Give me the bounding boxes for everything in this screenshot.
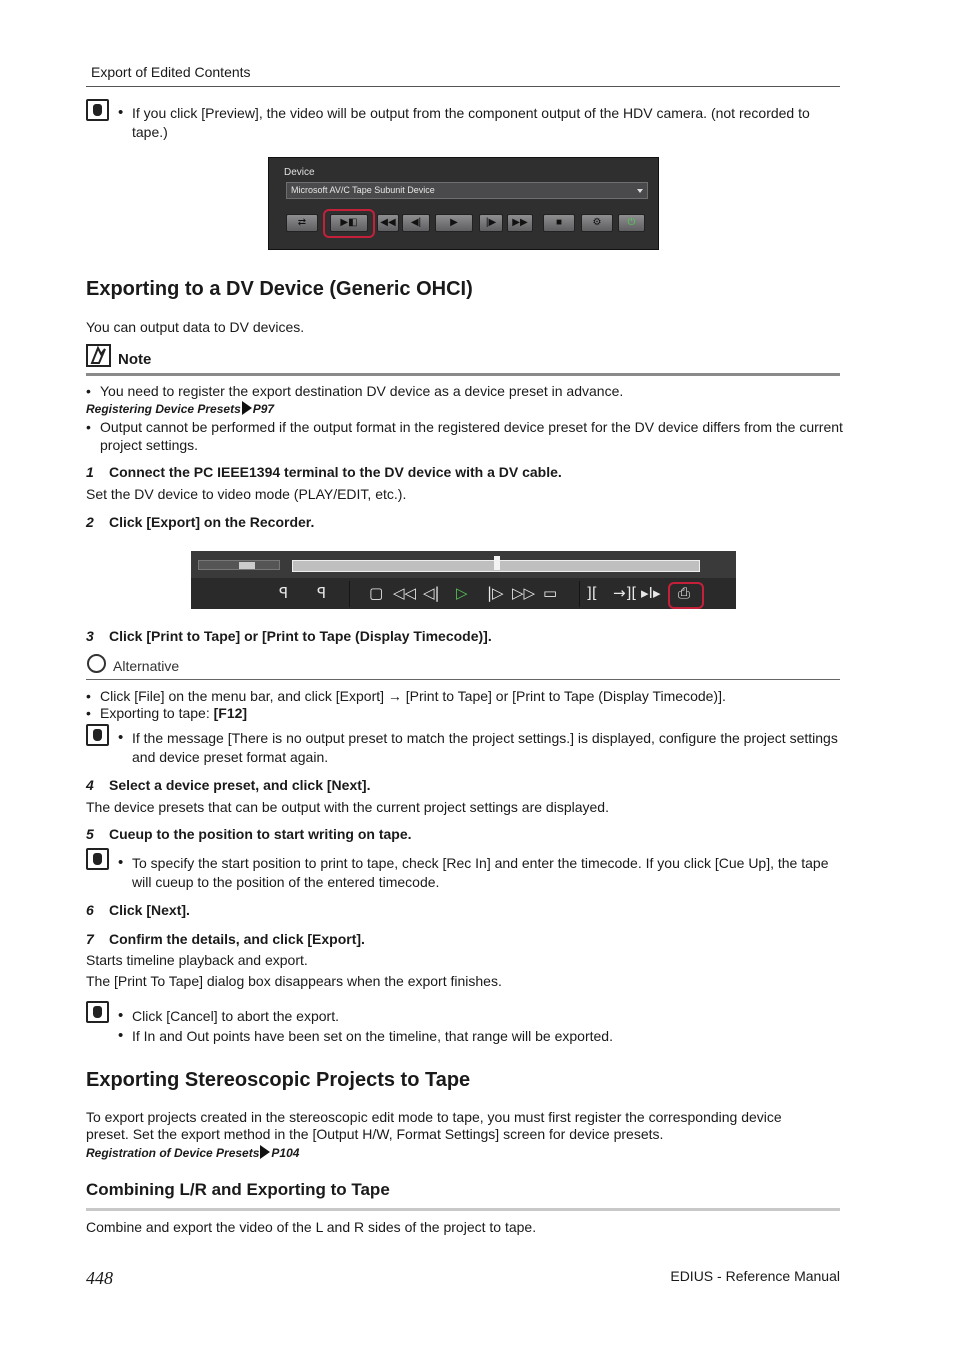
step-1: 1 Connect the PC IEEE1394 terminal to the DV device with a DV cable.	[86, 464, 562, 480]
section-title: Exporting to a DV Device (Generic OHCI)	[86, 278, 473, 300]
slider-knob[interactable]	[239, 562, 255, 569]
export-highlight	[668, 582, 704, 609]
extract-icon[interactable]: ▸I▸	[641, 584, 661, 602]
stop-button[interactable]: ■	[543, 214, 575, 232]
recorder-toolbar	[191, 551, 736, 609]
note-bullet: • Output cannot be performed if the output format in the registered device preset for the DV device differs from the current project settings.	[86, 418, 846, 454]
tip-start-position: • To specify the start position to print to tape, check [Rec In] and enter the timecode. If you click [Cue Up], the tape will cueup to the position of the entered timecode.	[118, 854, 840, 892]
note-icon	[86, 344, 111, 367]
arrow-right-icon	[260, 1145, 270, 1159]
power-button[interactable]: ⏻	[618, 214, 645, 232]
step-6: 6 Click [Next].	[86, 902, 190, 918]
set-out-icon[interactable]: ꟼ	[317, 584, 327, 602]
overwrite-icon[interactable]: →][	[613, 584, 638, 602]
step-detail: Set the DV device to video mode (PLAY/EDIT, etc.).	[86, 486, 407, 502]
tip-preview: • If you click [Preview], the video will be output from the component output of the HDV camera. (not recorded to tape.)	[118, 104, 840, 142]
shortcut-key: [F12]	[213, 705, 248, 721]
stop-icon[interactable]: ▢	[369, 584, 384, 602]
rewind-button[interactable]: ◀◀	[377, 214, 399, 232]
play-icon[interactable]: ▷	[456, 584, 468, 602]
step-detail: Starts timeline playback and export.	[86, 952, 308, 968]
chevron-down-icon	[637, 189, 643, 193]
manual-title: EDIUS - Reference Manual	[670, 1268, 840, 1284]
recorder-timeline-area	[191, 551, 736, 578]
step-forward-button[interactable]: |▶	[479, 214, 503, 232]
ref-text: Registering Device Presets	[86, 402, 241, 416]
rewind-icon[interactable]: ◁◁	[393, 584, 417, 602]
insert-icon[interactable]: ][	[586, 584, 598, 602]
hand-icon	[86, 724, 109, 746]
section-body: To export projects created in the stereoscopic edit mode to tape, you must first register the corresponding device preset. Set the export method in the [Output H/W, Format Settings] screen for device presets.	[86, 1109, 782, 1142]
subsection-body: Combine and export the video of the L and R sides of the project to tape.	[86, 1219, 537, 1235]
gear-icon	[87, 654, 106, 673]
step-forward-icon[interactable]: |▷	[487, 584, 504, 602]
alternative-label: Alternative	[113, 658, 180, 674]
step-7: 7 Confirm the details, and click [Export].	[86, 931, 365, 947]
note-label: Note	[118, 351, 152, 368]
device-select-value: Microsoft AV/C Tape Subunit Device	[291, 185, 435, 195]
loop-icon[interactable]: ▭	[543, 584, 558, 602]
ref-text: Registration of Device Presets	[86, 1146, 260, 1160]
header-rule	[86, 86, 840, 87]
shuttle-slider[interactable]	[198, 560, 280, 570]
note-pencil-icon	[88, 346, 109, 365]
alt-bullet: • Click [File] on the menu bar, and click [Export] → [Print to Tape] or [Print to Tape (Display Timecode)].	[86, 687, 846, 705]
device-label: Device	[284, 167, 315, 178]
tip-cancel: • Click [Cancel] to abort the export.	[118, 1007, 840, 1026]
playhead[interactable]	[494, 556, 500, 570]
hand-icon	[86, 1001, 109, 1023]
page-number: 448	[86, 1268, 113, 1288]
alt-bullet: • Exporting to tape: [F12]	[86, 704, 846, 722]
preview-highlight	[323, 209, 375, 238]
tip-in-out: • If In and Out points have been set on the timeline, that range will be exported.	[118, 1027, 840, 1046]
device-select[interactable]	[286, 182, 648, 199]
tip-no-preset: • If the message [There is no output preset to match the project settings.] is displayed, configure the project settings and device preset format again.	[118, 729, 840, 767]
divider	[349, 581, 350, 607]
step-back-button[interactable]: ◀|	[402, 214, 430, 232]
section-intro: You can output data to DV devices.	[86, 319, 305, 335]
cross-reference[interactable]	[86, 401, 274, 416]
preview-camera-button[interactable]: ▶◧	[330, 214, 368, 232]
note-bullet: • You need to register the export destination DV device as a device preset in advance.	[86, 382, 846, 400]
step-5: 5 Cueup to the position to start writing on tape.	[86, 826, 412, 842]
section-title: Exporting Stereoscopic Projects to Tape	[86, 1069, 471, 1091]
step-4: 4 Select a device preset, and click [Next].	[86, 777, 371, 793]
hand-icon	[86, 99, 109, 121]
subsection-rule	[86, 1208, 840, 1211]
fast-forward-icon[interactable]: ▷▷	[512, 584, 536, 602]
step-detail: The device presets that can be output with the current project settings are displayed.	[86, 799, 609, 815]
ref-page: P97	[252, 402, 275, 416]
fast-forward-button[interactable]: ▶▶	[507, 214, 533, 232]
play-button[interactable]: ▶	[435, 214, 473, 232]
step-3: 3 Click [Print to Tape] or [Print to Tape (Display Timecode)].	[86, 628, 492, 644]
device-panel	[268, 157, 659, 250]
running-header: Export of Edited Contents	[91, 64, 251, 80]
step-back-icon[interactable]: ◁|	[423, 584, 440, 602]
note-rule	[86, 373, 840, 376]
export-icon[interactable]: ⎙	[678, 584, 691, 602]
cue-up-button[interactable]: ⇄	[286, 214, 318, 232]
arrow-right-icon	[242, 401, 252, 415]
alternative-rule	[86, 679, 840, 680]
step-detail: The [Print To Tape] dialog box disappears when the export finishes.	[86, 973, 502, 989]
settings-button[interactable]: ⚙	[581, 214, 613, 232]
divider	[579, 581, 580, 607]
subsection-title: Combining L/R and Exporting to Tape	[86, 1180, 390, 1199]
set-in-icon[interactable]: ꟼ	[279, 584, 289, 602]
cross-reference[interactable]	[86, 1145, 299, 1160]
ref-page: P104	[271, 1146, 300, 1160]
hand-icon	[86, 848, 109, 870]
step-2: 2 Click [Export] on the Recorder.	[86, 514, 315, 530]
